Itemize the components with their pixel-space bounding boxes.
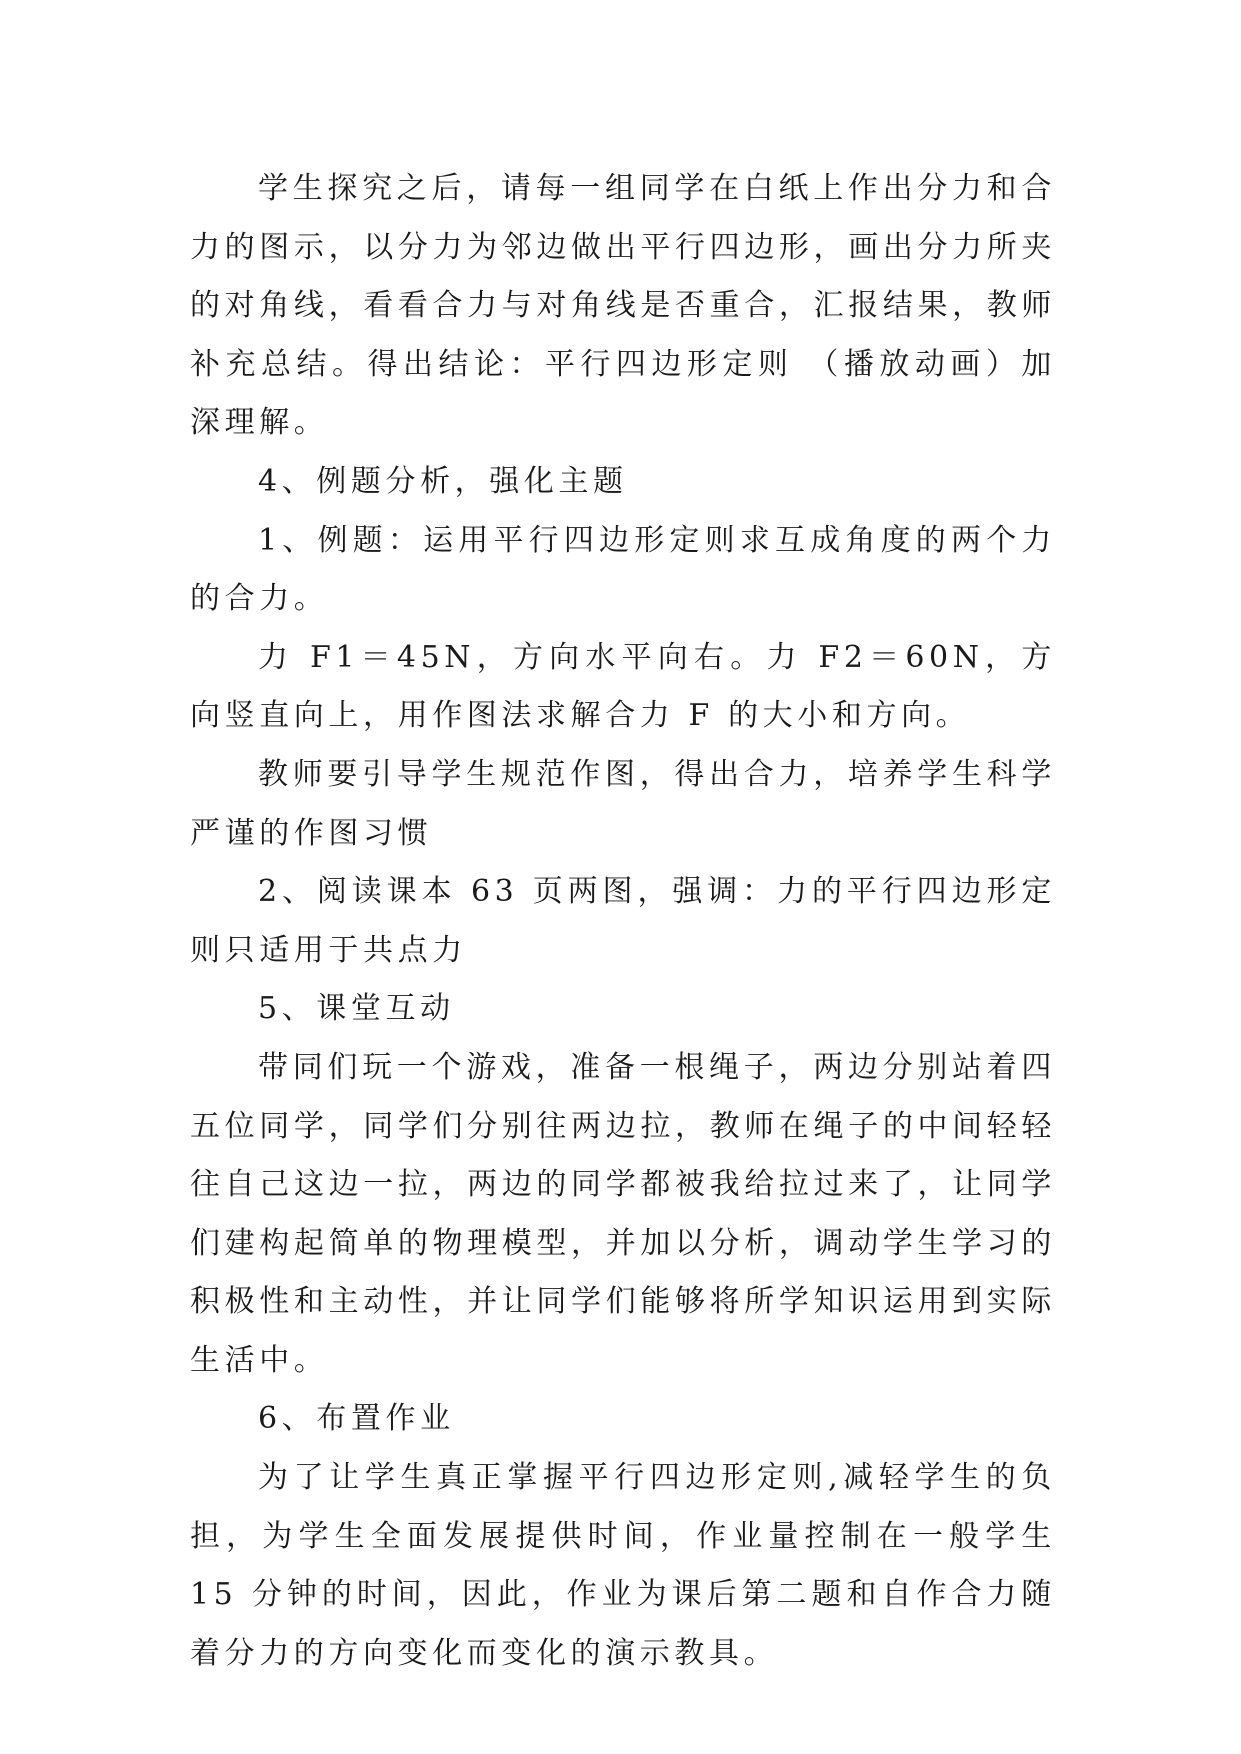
document-body xyxy=(190,160,1056,1683)
heading-homework: 6、布置作业 xyxy=(258,1401,455,1437)
paragraph-example-question: 1、例题：运用平行四边形定则求互成角度的两个力的合力。 xyxy=(190,522,1056,617)
paragraph-force-values: 力 F1＝45N，方向水平向右。力 F2＝60N，方向竖直向上，用作图法求解合力 F 的大小和方向。 xyxy=(190,639,1056,734)
paragraph-teacher-guidance: 教师要引导学生规范作图，得出合力，培养学生科学严谨的作图习惯 xyxy=(190,756,1056,851)
paragraph-homework-details: 为了让学生真正掌握平行四边形定则,减轻学生的负担，为学生全面发展提供时间，作业量控制在一般学生 15 分钟的时间，因此，作业为课后第二题和自作合力随着分力的方向变化而变化的演示教具。 xyxy=(190,1460,1056,1671)
heading-classroom-interaction: 5、课堂互动 xyxy=(258,991,455,1027)
paragraph-inquiry-summary: 学生探究之后，请每一组同学在白纸上作出分力和合力的图示，以分力为邻边做出平行四边形，画出分力所夹的对角线，看看合力与对角线是否重合，汇报结果，教师补充总结。得出结论：平行四边形定则 （播放动画）加深理解。 xyxy=(190,171,1056,441)
heading-example-analysis: 4、例题分析，强化主题 xyxy=(258,463,628,499)
paragraph-rope-game: 带同们玩一个游戏，准备一根绳子，两边分别站着四五位同学，同学们分别往两边拉，教师在绳子的中间轻轻往自己这边一拉，两边的同学都被我给拉过来了，让同学们建构起简单的物理模型，并加以分析，调动学生学习的积极性和主动性，并让同学们能够将所学知识运用到实际生活中。 xyxy=(190,1049,1056,1378)
paragraph-textbook-reading: 2、阅读课本 63 页两图，强调：力的平行四边形定则只适用于共点力 xyxy=(190,874,1056,968)
